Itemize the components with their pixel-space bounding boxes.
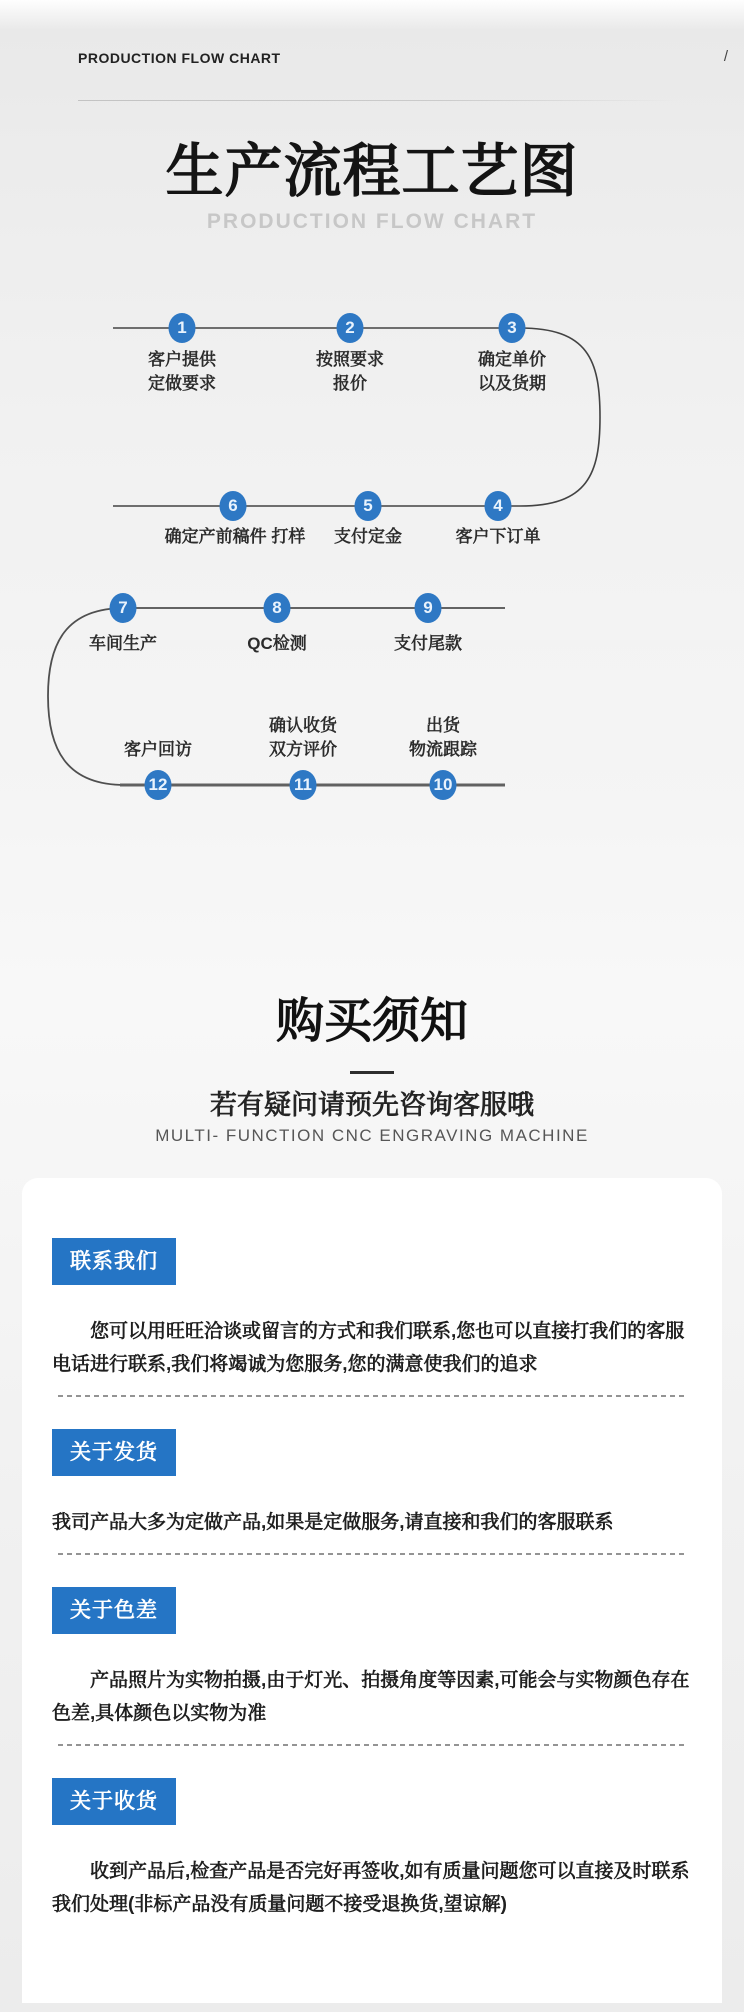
step-number: 12 [148,775,168,794]
section-header [0,0,744,100]
about-shipping-text: 我司产品大多为定做产品,如果是定做服务,请直接和我们的客服联系 [52,1512,614,1533]
flow-step-label-1: 客户提供 定做要求 [148,350,216,393]
flow-step-circle-2 [337,313,364,343]
notice-dash-divider [350,1071,394,1074]
flow-step-label-11: 确认收货 双方评价 [269,716,337,759]
header-divider [78,100,680,101]
flow-step-circle-4 [485,491,512,521]
contact-us-text: 您可以用旺旺洽谈或留言的方式和我们联系,您也可以直接打我们的客服电话进行联系,我们将竭诚为您服务,您的满意使我们的追求 [52,1321,685,1375]
flow-step-label-8: QC检测 [247,634,307,653]
flow-step-label-6: 确定产前稿件 打样 [164,527,306,546]
step-number: 2 [345,318,355,337]
about-color-tag: 关于色差 [52,1587,176,1634]
step-number: 11 [294,775,312,794]
flow-step-label-3: 确定单价 以及货期 [478,350,546,393]
step-number: 7 [118,598,128,617]
about-color-text: 产品照片为实物拍摄,由于灯光、拍摄角度等因素,可能会与实物颜色存在色差,具体颜色以实物为准 [52,1670,690,1724]
flow-step-circle-1 [169,313,196,343]
notice-card [22,1178,722,2003]
dashed-divider [58,1553,688,1555]
slash-mark: / [723,48,728,65]
step-number: 5 [363,496,373,515]
step-number: 6 [228,496,238,515]
step-number: 3 [507,318,517,337]
flow-step-circle-8 [264,593,291,623]
notice-section-shipping [52,1429,694,1555]
dashed-divider [58,1744,688,1746]
flow-step-circle-12 [145,770,172,800]
notice-section-color [52,1587,694,1746]
about-shipping-tag: 关于发货 [52,1429,176,1476]
production-flow-chart [0,248,744,818]
flow-step-label-2: 按照要求 报价 [316,350,384,393]
section-header-title: PRODUCTION FLOW CHART [78,50,281,66]
flow-step-label-5: 支付定金 [334,527,402,546]
flow-step-circle-7 [110,593,137,623]
flow-step-label-4: 客户下订单 [455,527,541,546]
notice-section-contact [52,1238,694,1397]
flow-step-circle-11 [290,770,317,800]
flow-chart-title: 生产流程工艺图 [165,139,579,204]
flow-step-circle-5 [355,491,382,521]
flow-chart-subtitle: PRODUCTION FLOW CHART [206,210,538,233]
purchase-notice-subtitle: 若有疑问请预先咨询客服哦 [210,1090,534,1120]
dashed-divider [58,1395,688,1397]
contact-us-tag: 联系我们 [52,1238,176,1285]
flow-step-label-10: 出货 物流跟踪 [409,716,477,759]
flow-step-label-9: 支付尾款 [394,634,462,653]
flow-step-circle-9 [415,593,442,623]
notice-section-receiving [52,1778,694,1921]
flow-step-circle-6 [220,491,247,521]
step-number: 8 [272,598,282,617]
flow-step-label-7: 车间生产 [89,634,157,653]
step-number: 9 [423,598,433,617]
flow-step-circle-3 [499,313,526,343]
step-number: 1 [177,318,187,337]
step-number: 4 [493,496,503,515]
about-receiving-text: 收到产品后,检查产品是否完好再签收,如有质量问题您可以直接及时联系我们处理(非标产品没有质量问题不接受退换货,望谅解) [52,1861,690,1915]
purchase-notice-subtitle-en: MULTI- FUNCTION CNC ENGRAVING MACHINE [155,1126,589,1145]
flow-step-label-12: 客户回访 [124,740,192,759]
purchase-notice-title: 购买须知 [275,995,468,1048]
flow-step-circle-10 [430,770,457,800]
about-receiving-tag: 关于收货 [52,1778,176,1825]
step-number: 10 [433,775,453,794]
